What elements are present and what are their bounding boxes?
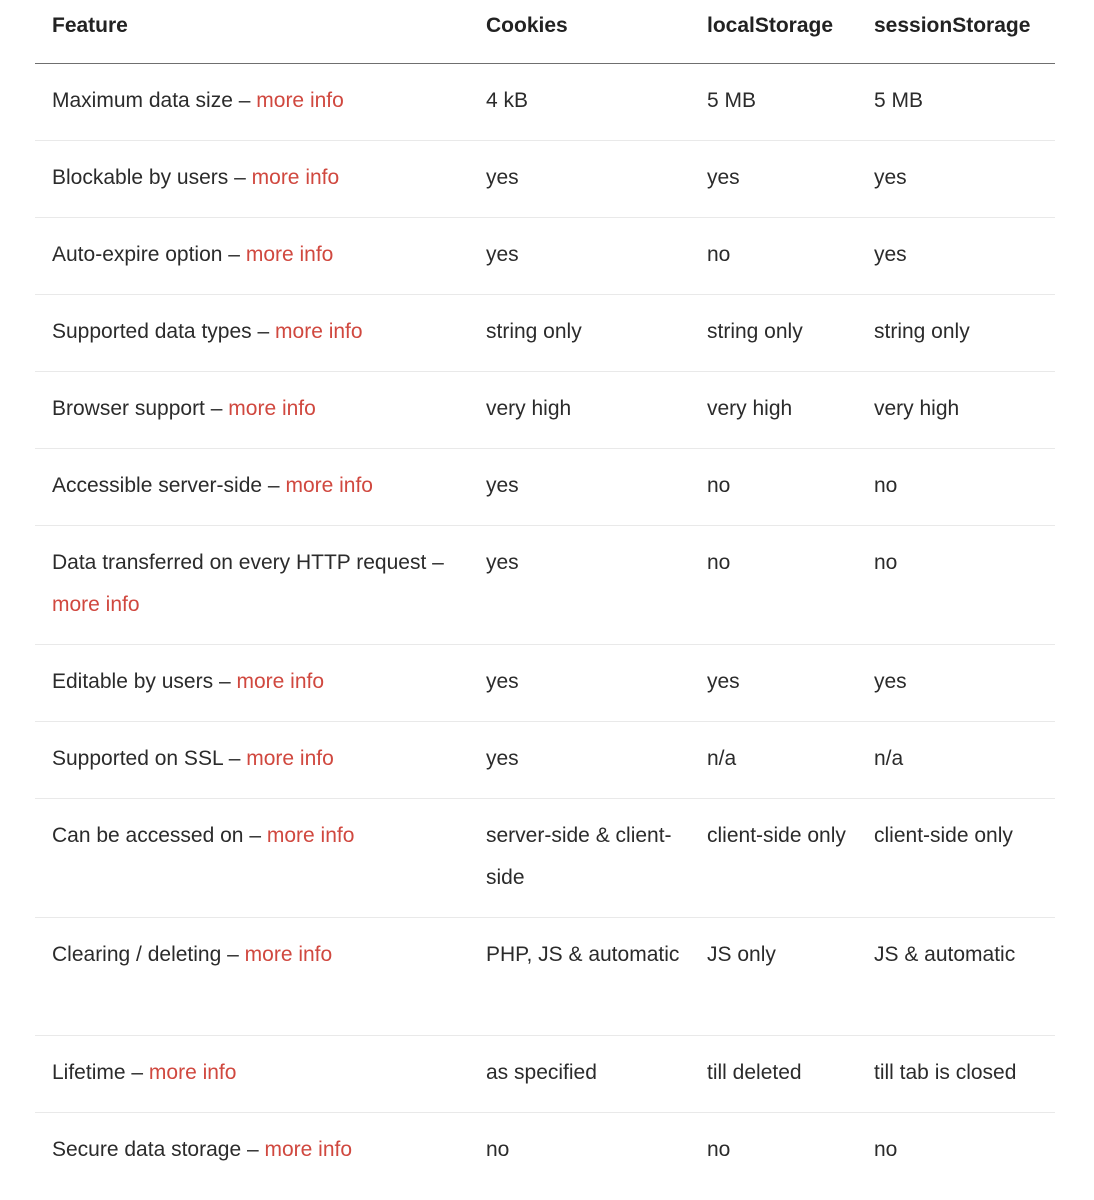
- feature-cell: [35, 525, 469, 644]
- more-info-link[interactable]: more info: [148, 1060, 237, 1084]
- separator-dash: –: [228, 746, 241, 770]
- table-row: [35, 63, 1055, 140]
- header-feature: Feature: [35, 0, 469, 63]
- cookies-value: very high: [469, 371, 690, 448]
- header-cookies: Cookies: [469, 0, 690, 63]
- feature-cell: [35, 217, 469, 294]
- separator-dash: –: [218, 669, 231, 693]
- sessionstorage-value: yes: [857, 140, 1055, 217]
- table-header: [35, 0, 1055, 63]
- table-body: [35, 63, 1055, 1189]
- feature-name: Can be accessed on: [52, 823, 244, 847]
- feature-cell: [35, 644, 469, 721]
- localstorage-value: no: [707, 1137, 731, 1161]
- feature-name: Auto-expire option: [52, 242, 223, 266]
- feature-name: Accessible server-side: [52, 473, 263, 497]
- separator-dash: –: [227, 942, 239, 966]
- cookies-value: yes: [469, 644, 690, 721]
- cookies-value: yes: [469, 140, 690, 217]
- localstorage-value: n/a: [690, 721, 857, 798]
- separator-dash: –: [267, 473, 280, 497]
- separator-dash: –: [257, 319, 270, 343]
- feature-name: Secure data storage: [52, 1137, 242, 1161]
- more-info-link[interactable]: more info: [275, 319, 363, 343]
- table-row: [35, 525, 1055, 644]
- cookies-value: 4 kB: [469, 63, 690, 140]
- table-row: [35, 1112, 1055, 1189]
- more-info-link[interactable]: more info: [228, 396, 316, 420]
- sessionstorage-value: very high: [857, 371, 1055, 448]
- feature-name: Data transferred on every HTTP request: [52, 550, 427, 574]
- cookies-value: string only: [469, 294, 690, 371]
- feature-cell: [35, 371, 469, 448]
- sessionstorage-value: string only: [857, 294, 1055, 371]
- cookies-value: no: [486, 1137, 510, 1161]
- more-info-link[interactable]: more info: [244, 942, 333, 966]
- localstorage-value: JS only: [690, 917, 857, 1035]
- sessionstorage-value: yes: [857, 644, 1055, 721]
- more-info-link[interactable]: more info: [266, 823, 355, 847]
- feature-cell: [35, 1112, 469, 1189]
- localstorage-value: no: [690, 448, 857, 525]
- separator-dash: –: [249, 823, 261, 847]
- feature-cell: [35, 917, 469, 1035]
- table-row: [35, 140, 1055, 217]
- localstorage-value: 5 MB: [690, 63, 857, 140]
- cookies-value: yes: [469, 525, 690, 644]
- sessionstorage-value: till tab is closed: [857, 1035, 1055, 1112]
- cookies-value: PHP, JS & automatic: [469, 917, 690, 1035]
- sessionstorage-value: 5 MB: [857, 63, 1055, 140]
- feature-name: Editable by users: [52, 669, 214, 693]
- separator-dash: –: [210, 396, 223, 420]
- feature-cell: [35, 140, 469, 217]
- separator-dash: –: [238, 88, 251, 112]
- table-row: [35, 721, 1055, 798]
- more-info-link[interactable]: more info: [264, 1137, 353, 1161]
- feature-name: Maximum data size: [52, 88, 233, 112]
- cookies-value: yes: [469, 448, 690, 525]
- sessionstorage-value: no: [857, 525, 1055, 644]
- table-row: [35, 1035, 1055, 1112]
- feature-name: Supported data types: [52, 319, 252, 343]
- cookies-value: yes: [469, 721, 690, 798]
- feature-name: Blockable by users: [52, 165, 229, 189]
- table-row: [35, 448, 1055, 525]
- cookies-value: yes: [469, 217, 690, 294]
- separator-dash: –: [131, 1060, 144, 1084]
- table-row: [35, 644, 1055, 721]
- feature-cell: [35, 63, 469, 140]
- feature-cell: [35, 294, 469, 371]
- feature-cell: [35, 1035, 469, 1112]
- localstorage-value: string only: [690, 294, 857, 371]
- localstorage-value: till deleted: [690, 1035, 857, 1112]
- sessionstorage-value: JS & automatic: [857, 917, 1055, 1035]
- feature-cell: [35, 798, 469, 917]
- more-info-link[interactable]: more info: [285, 473, 373, 497]
- cookies-value: server-side & client-side: [469, 798, 690, 917]
- header-localstorage: localStorage: [690, 0, 857, 63]
- localstorage-value: yes: [690, 644, 857, 721]
- cookies-value: as specified: [469, 1035, 690, 1112]
- separator-dash: –: [246, 1137, 259, 1161]
- header-row: [35, 0, 1055, 63]
- localstorage-value: very high: [690, 371, 857, 448]
- more-info-link[interactable]: more info: [256, 88, 344, 112]
- feature-name: Lifetime: [52, 1060, 126, 1084]
- feature-name: Clearing / deleting: [52, 942, 222, 966]
- feature-cell: [35, 448, 469, 525]
- header-sessionstorage: sessionStorage: [857, 0, 1055, 63]
- more-info-link[interactable]: more info: [52, 592, 140, 616]
- feature-name: Supported on SSL: [52, 746, 223, 770]
- separator-dash: –: [432, 550, 444, 574]
- more-info-link[interactable]: more info: [236, 669, 325, 693]
- table-row: [35, 371, 1055, 448]
- feature-cell: [35, 721, 469, 798]
- sessionstorage-value: no: [857, 448, 1055, 525]
- more-info-link[interactable]: more info: [246, 746, 334, 770]
- sessionstorage-value: client-side only: [857, 798, 1055, 917]
- sessionstorage-value: yes: [857, 217, 1055, 294]
- feature-name: Browser support: [52, 396, 205, 420]
- sessionstorage-value: no: [874, 1137, 898, 1161]
- localstorage-value: no: [690, 525, 857, 644]
- more-info-link[interactable]: more info: [251, 165, 340, 189]
- table-row: [35, 798, 1055, 917]
- separator-dash: –: [234, 165, 246, 189]
- more-info-link[interactable]: more info: [245, 242, 334, 266]
- localstorage-value: client-side only: [690, 798, 857, 917]
- storage-comparison-table: [35, 0, 1055, 1189]
- localstorage-value: no: [690, 217, 857, 294]
- table-row: [35, 217, 1055, 294]
- table-row: [35, 294, 1055, 371]
- sessionstorage-value: n/a: [857, 721, 1055, 798]
- localstorage-value: yes: [690, 140, 857, 217]
- separator-dash: –: [228, 242, 240, 266]
- table-row: [35, 917, 1055, 1035]
